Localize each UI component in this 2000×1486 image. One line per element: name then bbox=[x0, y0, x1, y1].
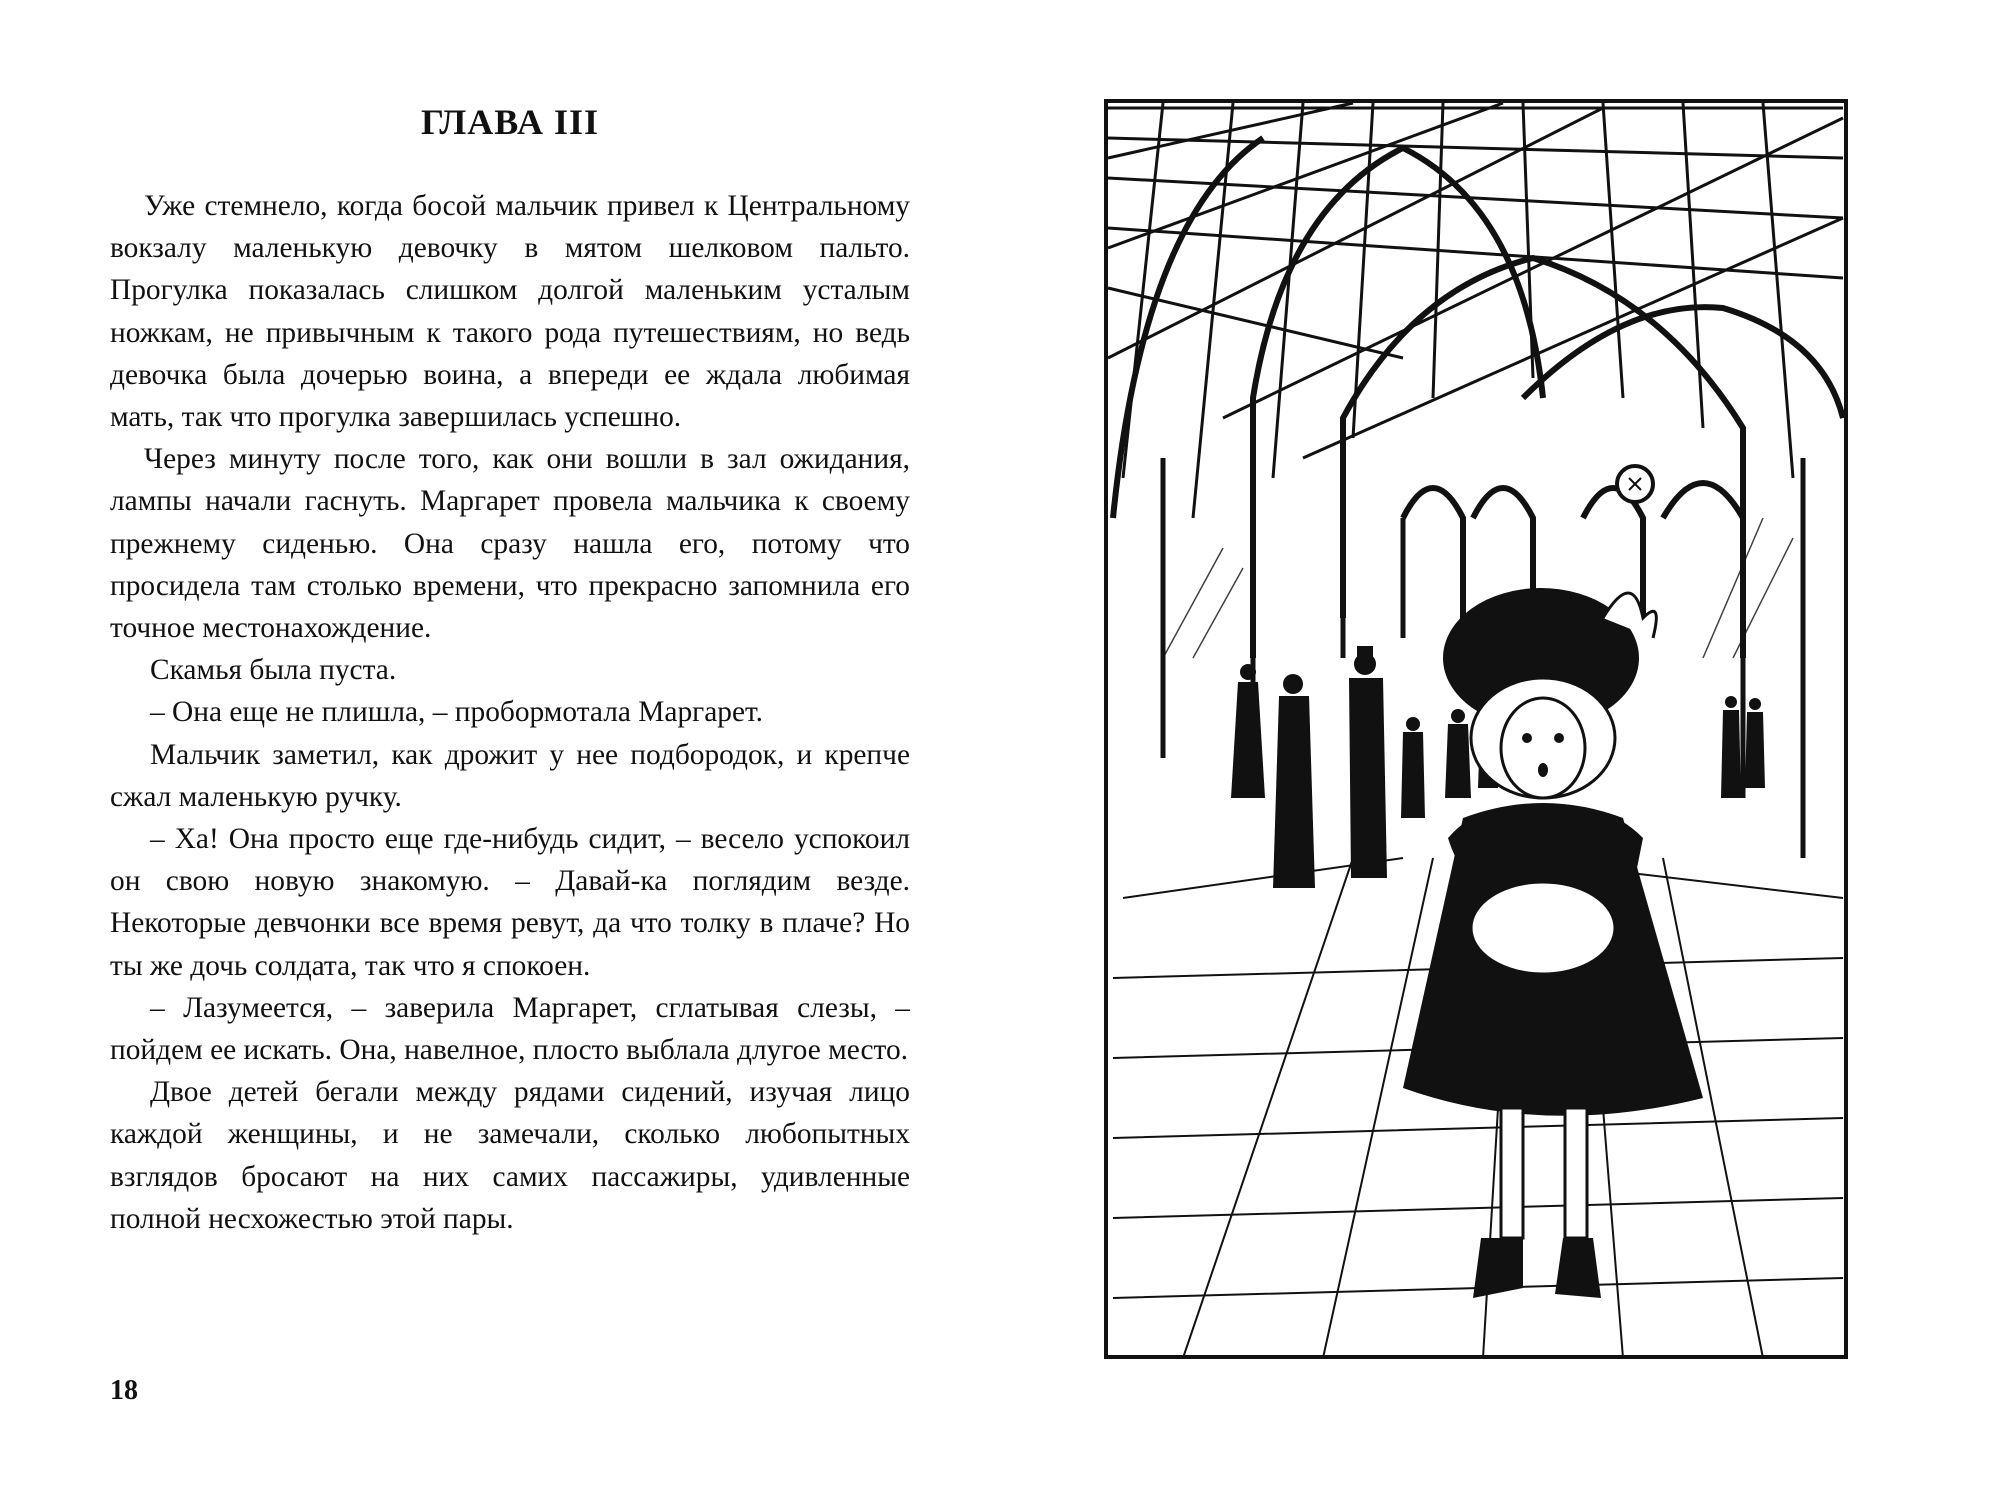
page-number: 18 bbox=[110, 1375, 138, 1406]
paragraph-7: – Лазумеется, – заверила Маргарет, сглатывая слезы, – пойдем ее искать. Она, навелное, плосто выблала длугое место. bbox=[110, 991, 910, 1067]
chapter-text bbox=[110, 185, 910, 1240]
left-page bbox=[110, 95, 910, 1455]
chapter-title: ГЛАВА III bbox=[420, 102, 600, 142]
paragraph-4: – Она еще не плишла, – пробормотала Маргарет. bbox=[150, 696, 763, 729]
paragraph-1: Уже стемнело, когда босой мальчик привел к Центральному вокзалу маленькую девочку в мятом шелковом пальто. Прогулка показалась слишком долгой маленьким усталым ножкам, не привычным к такого рода путешествиям, но ведь девочка была дочерью воина, а впереди ее ждала любимая мать, так что прогулка завершилась успешно. bbox=[110, 190, 910, 434]
paragraph-5: Мальчик заметил, как дрожит у нее подбородок, и крепче сжал маленькую ручку. bbox=[110, 738, 910, 813]
station-illustration bbox=[1103, 98, 1849, 1360]
paragraph-6: – Ха! Она просто еще где-нибудь сидит, – весело успокоил он свою новую знакомую. – Давай-ка поглядим везде. Некоторые девчонки все время ревут, да что толку в плаче? Но ты же дочь солдата, так что я спокоен. bbox=[110, 823, 910, 982]
paragraph-8: Двое детей бегали между рядами сидений, изучая лицо каждой женщины, и не замечали, сколько любопытных взглядов бросают на них самих пассажиры, удивленные полной несхожестью этой пары. bbox=[110, 1076, 910, 1235]
illustration-drawing bbox=[1103, 98, 1849, 1360]
paragraph-2: Через минуту после того, как они вошли в зал ожидания, лампы начали гаснуть. Маргарет провела мальчика к своему прежнему сиденью. Она сразу нашла его, потому что просидела там столько времени, что прекрасно запомнила его точное местонахождение. bbox=[110, 443, 910, 645]
station-clock bbox=[1617, 466, 1653, 502]
paragraph-3: Скамья была пуста. bbox=[150, 654, 397, 687]
